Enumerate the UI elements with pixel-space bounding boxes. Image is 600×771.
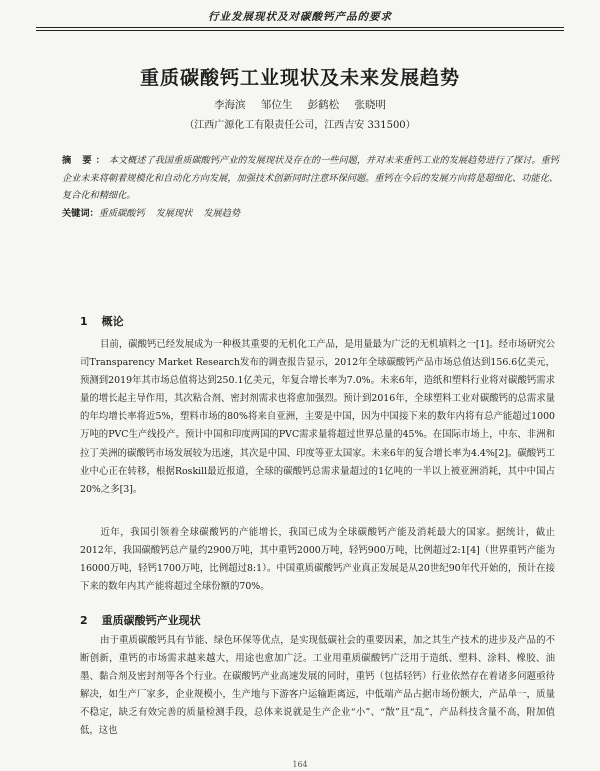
section-title: 概论 bbox=[101, 315, 124, 328]
abstract-label: 摘 要： bbox=[62, 155, 109, 166]
paragraph bbox=[80, 336, 555, 499]
abstract-text: 本文概述了我国重质碳酸钙产业的发展现状及存在的一些问题，并对未来重钙工业的发展趋势进行了探讨。重钙企业未来将朝着规模化和自动化方向发展，加强技术创新同时注意环保问题。重钙在今后的发展方向将是超细化、功能化、复合化和精细化。 bbox=[62, 155, 559, 202]
author-name: 彭鹤松 bbox=[307, 99, 340, 111]
keywords-label: 关键词： bbox=[62, 208, 99, 219]
paragraph-text: 近年，我国引领着全球碳酸钙的产能增长，我国已成为全球碳酸钙产能及消耗最大的国家。据统计，截止2012年，我国碳酸钙总产量约2900万吨，其中重钙2000万吨，轻钙900万吨，比例超过2:1[4]（世界重钙产能为16000万吨，轻钙1700万吨，比例超过8:1）。中国重质碳酸钙产业真正发展是从20世纪90年代开始的，预计在接下来的数年内其产能将超过全球份额的70%。 bbox=[80, 527, 555, 593]
author-name: 李海滨 bbox=[213, 99, 246, 111]
keyword: 发展现状 bbox=[155, 208, 193, 219]
keyword: 重质碳酸钙 bbox=[98, 208, 145, 219]
keyword: 发展趋势 bbox=[203, 208, 241, 219]
author-name: 邹位生 bbox=[260, 99, 293, 111]
paragraph bbox=[80, 632, 555, 741]
section-number: 1 bbox=[80, 315, 88, 328]
section-heading bbox=[80, 313, 124, 329]
section-heading bbox=[80, 612, 201, 628]
section-title: 重质碳酸钙产业现状 bbox=[101, 614, 201, 627]
author-list bbox=[0, 97, 600, 112]
paragraph bbox=[80, 524, 555, 596]
abstract bbox=[62, 152, 562, 205]
section-number: 2 bbox=[80, 614, 88, 627]
header-rule-thin bbox=[36, 30, 564, 31]
running-head: 行业发展现状及对碳酸钙产品的要求 bbox=[208, 11, 392, 23]
author-name: 张晓明 bbox=[354, 99, 387, 111]
paper-title: 重质碳酸钙工业现状及未来发展趋势 bbox=[139, 67, 460, 89]
paragraph-text: 由于重质碳酸钙具有节能、绿色环保等优点，是实现低碳社会的重要因素，加之其生产技术的进步及产品的不断创新，重钙的市场需求越来越大，用途也愈加广泛。工业用重质碳酸钙广泛用于造纸、塑料、涂料、橡胶、油墨、黏合剂及密封剂等各个行业。在碳酸钙产业高速发展的同时，重钙（包括轻钙）行业依然存在着诸多问题亟待解决，如生产厂家多，企业规模小，生产地与下游客户运输距离远，中低端产品占据市场份额大，产品单一，质量不稳定，缺乏有效完善的质量检测手段，总体来说就是生产企业“小”、“散”且“乱”，产品科技含量不高，附加值低，这也 bbox=[80, 635, 555, 737]
header-rule bbox=[36, 27, 564, 28]
paragraph-text: 目前，碳酸钙已经发展成为一种极其重要的无机化工产品，是用量最为广泛的无机填料之一[1]。经市场研究公司Transparency Market Research发布的调查报告显示，2012年全球碳酸钙产品市场总值达到156.6亿美元，预测到2019年其市场总值将达到250.1亿美元，年复合增长率为7.0%。未来6年，造纸和塑料行业将对碳酸钙需求量的增长起主导作用，其次粘合剂、密封剂需求也将愈加强烈。预计到2016年，全球塑料工业对碳酸钙的总需求量的年均增长率将近5%，塑料市场的80%将来自亚洲，主要是中国，因为中国接下来的数年内将有总产能超过1000万吨的PVC生产线投产。预计中国和印度两国的PVC需求量将超过世界总量的45%。在国际市场上，中东、非洲和拉丁美洲的碳酸钙市场发展较为迅速，其次是中国、印度等亚太国家。未来6年的复合增长率为4.4%[2]。碳酸钙工业中心正在转移，根据Roskill最近报道，全球的碳酸钙总需求量超过的1亿吨的一半以上被亚洲消耗，其中中国占20%之多[3]。 bbox=[80, 339, 555, 495]
keywords bbox=[62, 205, 562, 222]
affiliation: （江西广源化工有限责任公司，江西吉安 331500） bbox=[184, 120, 416, 131]
page-number: 164 bbox=[292, 760, 308, 769]
